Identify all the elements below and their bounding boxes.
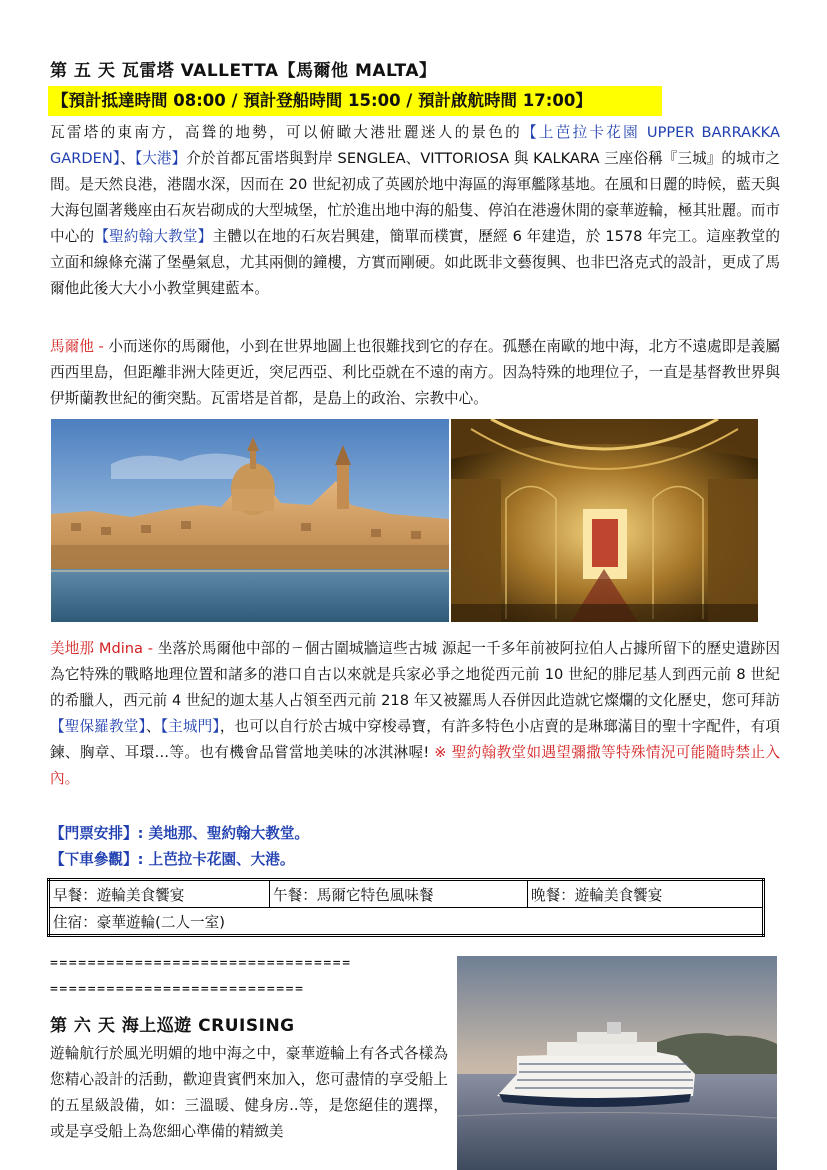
- text-run: 主體以在地的石灰岩興建，簡單而樸實，歷經 6 年建造，於 1578 年完工。這座教堂的立面和線條充滿了堡壘氣息，尤其兩側的鐘樓，方實而剛硬。如此既非文藝復興、也非巴洛克式的設計，更成了馬爾他此後大大小小教堂興建藍本。: [50, 228, 780, 297]
- mdina-paragraph: [50, 636, 780, 792]
- dinner-cell: 晚餐：遊輪美食饗宴: [528, 880, 764, 908]
- sights-value: 上芭拉卡花園、大港。: [148, 851, 295, 868]
- valletta-skyline-photo: [51, 419, 449, 622]
- sights-label: 【下車參觀】:: [50, 851, 149, 868]
- main-gate-link: 【主城門】: [160, 718, 220, 735]
- malta-paragraph: [50, 334, 780, 412]
- table-row: [49, 880, 764, 908]
- text-run: 坐落於馬爾他中部的ㄧ個古圍城牆這些古城 源起一千多年前被阿拉伯人占據所留下的歷史遺跡因為它特殊的戰略地理位置和諸多的港口自古以來就是兵家必爭之地從西元前 10 世紀的腓尼基人到西元前 8 世紀的希臘人，西元前 4 世紀的迦太基人占領至西元前 218 年又被羅馬人吞併因此造就它燦爛的文化歷史，您可拜訪: [50, 640, 780, 709]
- malta-label: 馬爾他 -: [50, 338, 109, 355]
- divider-line: ================================: [50, 956, 352, 971]
- tickets-line: [50, 821, 309, 847]
- grand-harbour-link: 【大港】: [134, 150, 187, 167]
- text-run: 瓦雷塔的東南方，高聳的地勢，可以俯瞰大港壯麗迷人的景色的: [50, 124, 522, 141]
- text-run: 小而迷你的馬爾他，小到在世界地圖上也很難找到它的存在。孤懸在南歐的地中海，北方不遠處即是義屬西西里島，但距離非洲大陸更近，突尼西亞、利比亞就在不遠的南方。因為特殊的地理位子，一直是基督教世界與伊斯蘭教世紀的衝突點。瓦雷塔是首都，是島上的政治、宗教中心。: [50, 338, 781, 407]
- mdina-label: 美地那 Mdina -: [50, 640, 158, 657]
- cathedral-interior-photo: [451, 419, 758, 622]
- breakfast-cell: 早餐：遊輪美食饗宴: [49, 880, 270, 908]
- text-run: ，也可以自行於古城中穿梭尋寶，有許多特色小店賣的是琳瑯滿目的聖十字配件，有項鍊、胸章、耳環…等。也有機會品嘗當地美味的冰淇淋喔!: [50, 718, 780, 761]
- day6-title: 第 六 天 海上巡遊 CRUISING: [50, 1016, 295, 1036]
- warning-note: ※ 聖約翰教堂如遇望彌撒等特殊情況可能隨時禁止入內。: [50, 744, 780, 787]
- sights-line: [50, 847, 294, 873]
- schedule-banner: 【預計抵達時間 08:00 / 預計登船時間 15:00 / 預計啟航時間 17:00】: [48, 86, 662, 116]
- lunch-cell: 午餐：馬爾它特色風味餐: [270, 880, 528, 908]
- st-paul-church-link: 【聖保羅教堂】: [50, 718, 146, 735]
- text-run: 介於首都瓦雷塔與對岸 SENGLEA、VITTORIOSA 與 KALKARA 三座俗稱『三城』的城市之間。是天然良港，港闊水深，因而在 20 世紀初成了英國於地中海區的海軍艦隊基地。在風和日麗的時候，藍天與大海包圍著幾座由石灰岩砌成的大型城堡，忙於進出地中海的船隻、停泊在港邊休閒的豪華遊輪，極其壯麗。而市中心的: [50, 150, 780, 245]
- cruising-paragraph: 遊輪航行於風光明媚的地中海之中，豪華遊輪上有各式各樣為您精心設計的活動，歡迎貴賓們來加入，您可盡情的享受船上的五星級設備，如：三溫暖、健身房..等，是您絕佳的選擇，或是享受船上為您細心準備的精緻美: [50, 1045, 448, 1140]
- day5-title: 第 五 天 瓦雷塔 VALLETTA【馬爾他 MALTA】: [50, 61, 437, 81]
- valletta-paragraph: [50, 120, 780, 302]
- cruise-ship-photo: [457, 956, 777, 1170]
- tickets-value: 美地那、聖約翰大教堂。: [148, 825, 310, 842]
- meal-table: [47, 878, 765, 937]
- text-run: 、: [145, 718, 161, 735]
- upper-barrakka-link: 【上芭拉卡花園 UPPER BARRAKKA GARDEN】: [50, 124, 780, 167]
- lodging-cell: 住宿：豪華遊輪(二人一室): [49, 908, 764, 936]
- tickets-label: 【門票安排】:: [50, 825, 149, 842]
- table-row: [49, 908, 764, 936]
- text-run: 、: [120, 150, 135, 167]
- divider-line: ===========================: [50, 982, 305, 997]
- st-john-cathedral-link: 【聖約翰大教堂】: [94, 228, 213, 245]
